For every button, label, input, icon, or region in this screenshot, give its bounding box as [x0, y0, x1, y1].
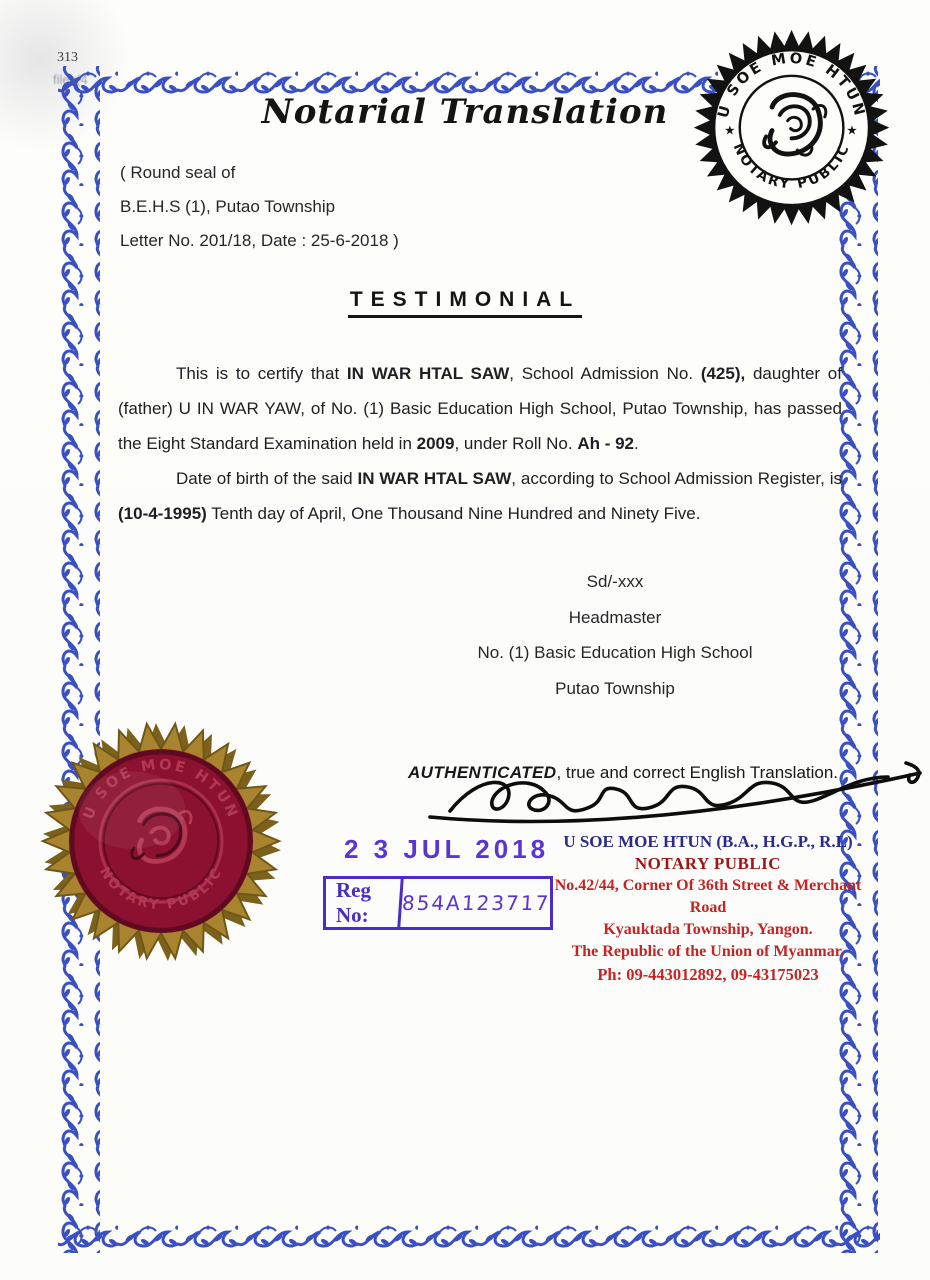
ornamental-border-left [56, 66, 100, 1253]
authenticated-rest: , true and correct English Translation. [556, 763, 839, 782]
paragraph-birthdate: Date of birth of the said IN WAR HTAL SAW, according to School Admission Register, is (10-4-1995) Tenth day of April, One Thousand Nine Hundred and Ninety Five. [118, 469, 843, 523]
signatory-role: Headmaster [568, 607, 662, 627]
notary-address-country: The Republic of the Union of Myanmar. [571, 943, 845, 960]
body-text [118, 356, 842, 531]
reg-no-stamp [323, 876, 553, 930]
notary-phone: Ph: 09-443012892, 09-43175023 [597, 965, 819, 984]
notary-title: NOTARY PUBLIC [634, 854, 782, 873]
scan-faint-mark: files(4 [53, 72, 88, 87]
notary-info-block [540, 831, 876, 986]
seal-note-line3: Letter No. 201/18, Date : 25-6-2018 ) [120, 231, 399, 250]
document-title: Notarial Translation [261, 92, 669, 132]
authenticated-word: AUTHENTICATED [408, 763, 557, 782]
signatory-school: No. (1) Basic Education High School [477, 643, 753, 662]
seal-text-name: U SOE MOE HTUN [714, 49, 869, 120]
date-stamp: 2 3 JUL 2018 [344, 834, 550, 864]
signatory-sd: Sd/-xxx [586, 572, 644, 591]
foil-sheen [79, 771, 186, 849]
testimonial-heading-wrap [0, 288, 930, 318]
seal-star-right: ★ [846, 122, 858, 138]
round-seal-note [120, 156, 399, 258]
signatory-township: Putao Township [555, 678, 675, 698]
notary-address-street: No.42/44, Corner Of 36th Street & Merchant Road [554, 877, 862, 916]
seal-star-left: ★ [724, 122, 736, 138]
foil-text-title: NOTARY PUBLIC [96, 864, 226, 914]
notary-rubber-seal [682, 25, 907, 240]
scan-page-number: 313 [57, 50, 78, 65]
ornamental-border-right [834, 66, 878, 1253]
testimonial-heading: TESTIMONIAL [348, 288, 582, 318]
notary-foil-seal [35, 718, 287, 970]
signatory-block [420, 564, 810, 706]
reg-no-handwritten-value: 854A123717 [397, 879, 552, 927]
foil-text-name: U SOE MOE HTUN [80, 757, 242, 822]
reg-no-label: Reg No: [336, 878, 371, 927]
notary-name: U SOE MOE HTUN (B.A., H.G.P., R.L) [563, 832, 853, 851]
paragraph-certify: This is to certify that IN WAR HTAL SAW, School Admission No. (425), daughter of (father) U IN WAR YAW, of No. (1) Basic Education High School, Putao Township, has passed the Eight Standard Examination held in 2009, under Roll No. Ah - 92. [118, 364, 842, 453]
seal-note-line1: ( Round seal of [120, 163, 236, 182]
notary-address-township: Kyauktada Township, Yangon. [603, 921, 813, 938]
seal-note-line2: B.E.H.S (1), Putao Township [120, 197, 336, 216]
ornamental-border-bottom [58, 1220, 880, 1253]
seal-text-title: NOTARY PUBLIC [729, 140, 854, 193]
notary-signature [420, 733, 930, 845]
